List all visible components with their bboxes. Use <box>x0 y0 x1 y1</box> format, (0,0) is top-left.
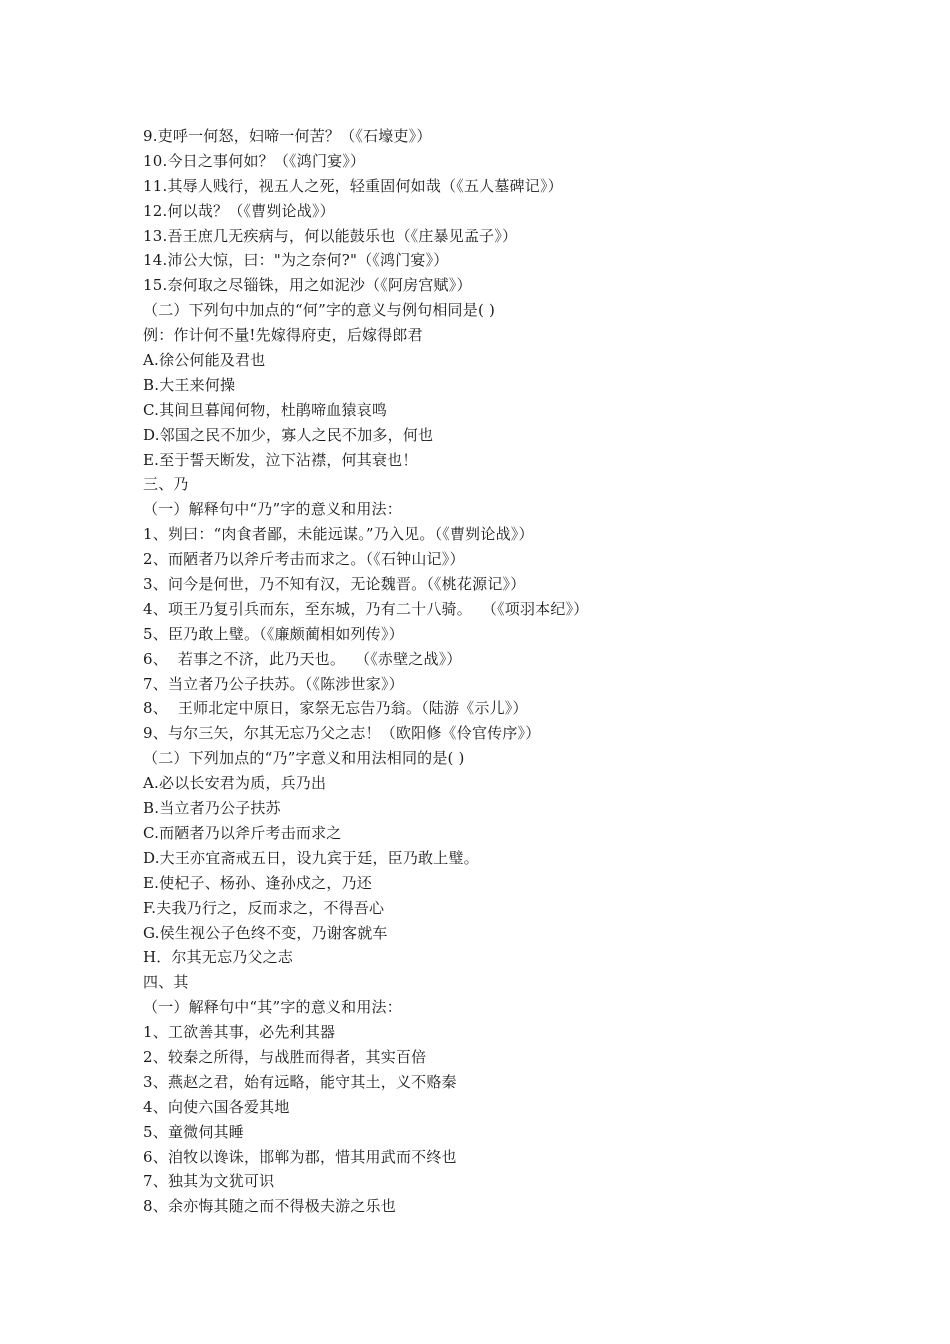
option-line: G.侯生视公子色终不变，乃谢客就车 <box>143 923 388 942</box>
section-heading: 四、其 <box>143 973 189 992</box>
question-heading: （二）下列句中加点的“何”字的意义与例句相同是( ) <box>143 301 496 320</box>
text-line: 10.今日之事何如？（《鸿门宴》） <box>143 151 366 170</box>
text-line: 5、童微伺其睡 <box>143 1122 244 1141</box>
option-line: C.而陋者乃以斧斤考击而求之 <box>143 823 342 842</box>
text-line: 13.吾王庶几无疾病与，何以能鼓乐也（《庄暴见孟子》） <box>143 226 518 245</box>
text-line: 9.吏呼一何怒，妇啼一何苦？（《石壕吏》） <box>143 127 432 145</box>
option-line: B.当立者乃公子扶苏 <box>143 799 281 818</box>
text-line: 1、工欲善其事，必先利其器 <box>143 1023 336 1042</box>
text-line: 3、问今是何世，乃不知有汉，无论魏晋。（《桃花源记》） <box>143 575 526 594</box>
option-line: H．尔其无忘乃父之志 <box>143 948 294 967</box>
option-line: D.邻国之民不加少，寡人之民不加多，何也 <box>143 425 434 444</box>
question-heading: （二）下列加点的“乃”字意义和用法相同的是( ) <box>143 749 465 768</box>
option-line: E.至于誓天断发，泣下沾襟，何其衰也！ <box>143 450 418 469</box>
text-line: 2、而陋者乃以斧斤考击而求之。（《石钟山记》） <box>143 550 465 569</box>
section-heading: 三、乃 <box>143 475 189 494</box>
text-line: 4、向使六国各爱其地 <box>143 1097 290 1116</box>
option-line: A.徐公何能及君也 <box>143 351 266 370</box>
question-heading: （一）解释句中“其”字的意义和用法： <box>143 998 402 1017</box>
text-line: 7、独其为文犹可识 <box>143 1172 275 1191</box>
text-line: 6、 若事之不济，此乃天也。 （《赤壁之战》） <box>143 649 462 668</box>
text-line: 12.何以哉？（《曹刿论战》） <box>143 201 335 220</box>
option-line: A.必以长安君为质，兵乃出 <box>143 774 327 793</box>
option-line: C.其间旦暮闻何物，杜鹃啼血猿哀鸣 <box>143 400 388 419</box>
option-line: D.大王亦宜斋戒五日，设九宾于廷，臣乃敢上璧。 <box>143 848 479 867</box>
text-line: 6、洎牧以谗诛，邯郸为郡，惜其用武而不终也 <box>143 1147 457 1166</box>
text-line: 4、项王乃复引兵而东，至东城，乃有二十八骑。 （《项羽本纪》） <box>143 599 589 618</box>
text-line: 15.奈何取之尽锱铢，用之如泥沙（《阿房宫赋》） <box>143 276 472 295</box>
example-sentence: 例：作计何不量!先嫁得府吏，后嫁得郎君 <box>143 326 423 345</box>
text-line: 11.其辱人贱行，视五人之死，轻重固何如哉（《五人墓碑记》） <box>143 176 563 195</box>
text-line: 8、 王师北定中原日，家祭无忘告乃翁。（陆游《示儿》） <box>143 699 528 718</box>
question-heading: （一）解释句中“乃”字的意义和用法： <box>143 500 402 519</box>
text-line: 7、当立者乃公子扶苏。（《陈涉世家》） <box>143 674 404 693</box>
text-line: 5、臣乃敢上璧。（《廉颇蔺相如列传》） <box>143 624 404 643</box>
option-line: B.大王来何操 <box>143 375 236 394</box>
text-line: 3、燕赵之君，始有远略，能守其土，义不赂秦 <box>143 1072 457 1091</box>
option-line: E.使杞子、杨孙、逢孙戍之，乃还 <box>143 873 372 892</box>
text-line: 2、较秦之所得，与战胜而得者，其实百倍 <box>143 1047 427 1066</box>
text-line: 14.沛公大惊，曰："为之奈何?"（《鸿门宴》） <box>143 251 449 270</box>
text-line: 1、刿曰：“肉食者鄙，未能远谋。”乃入见。（《曹刿论战》） <box>143 525 534 544</box>
document-body <box>143 124 843 1219</box>
option-line: F.夫我乃行之，反而求之，不得吾心 <box>143 898 385 917</box>
text-line: 9、与尔三矢，尔其无忘乃父之志！（欧阳修《伶官传序》） <box>143 724 541 743</box>
text-line: 8、余亦悔其随之而不得极夫游之乐也 <box>143 1197 396 1216</box>
